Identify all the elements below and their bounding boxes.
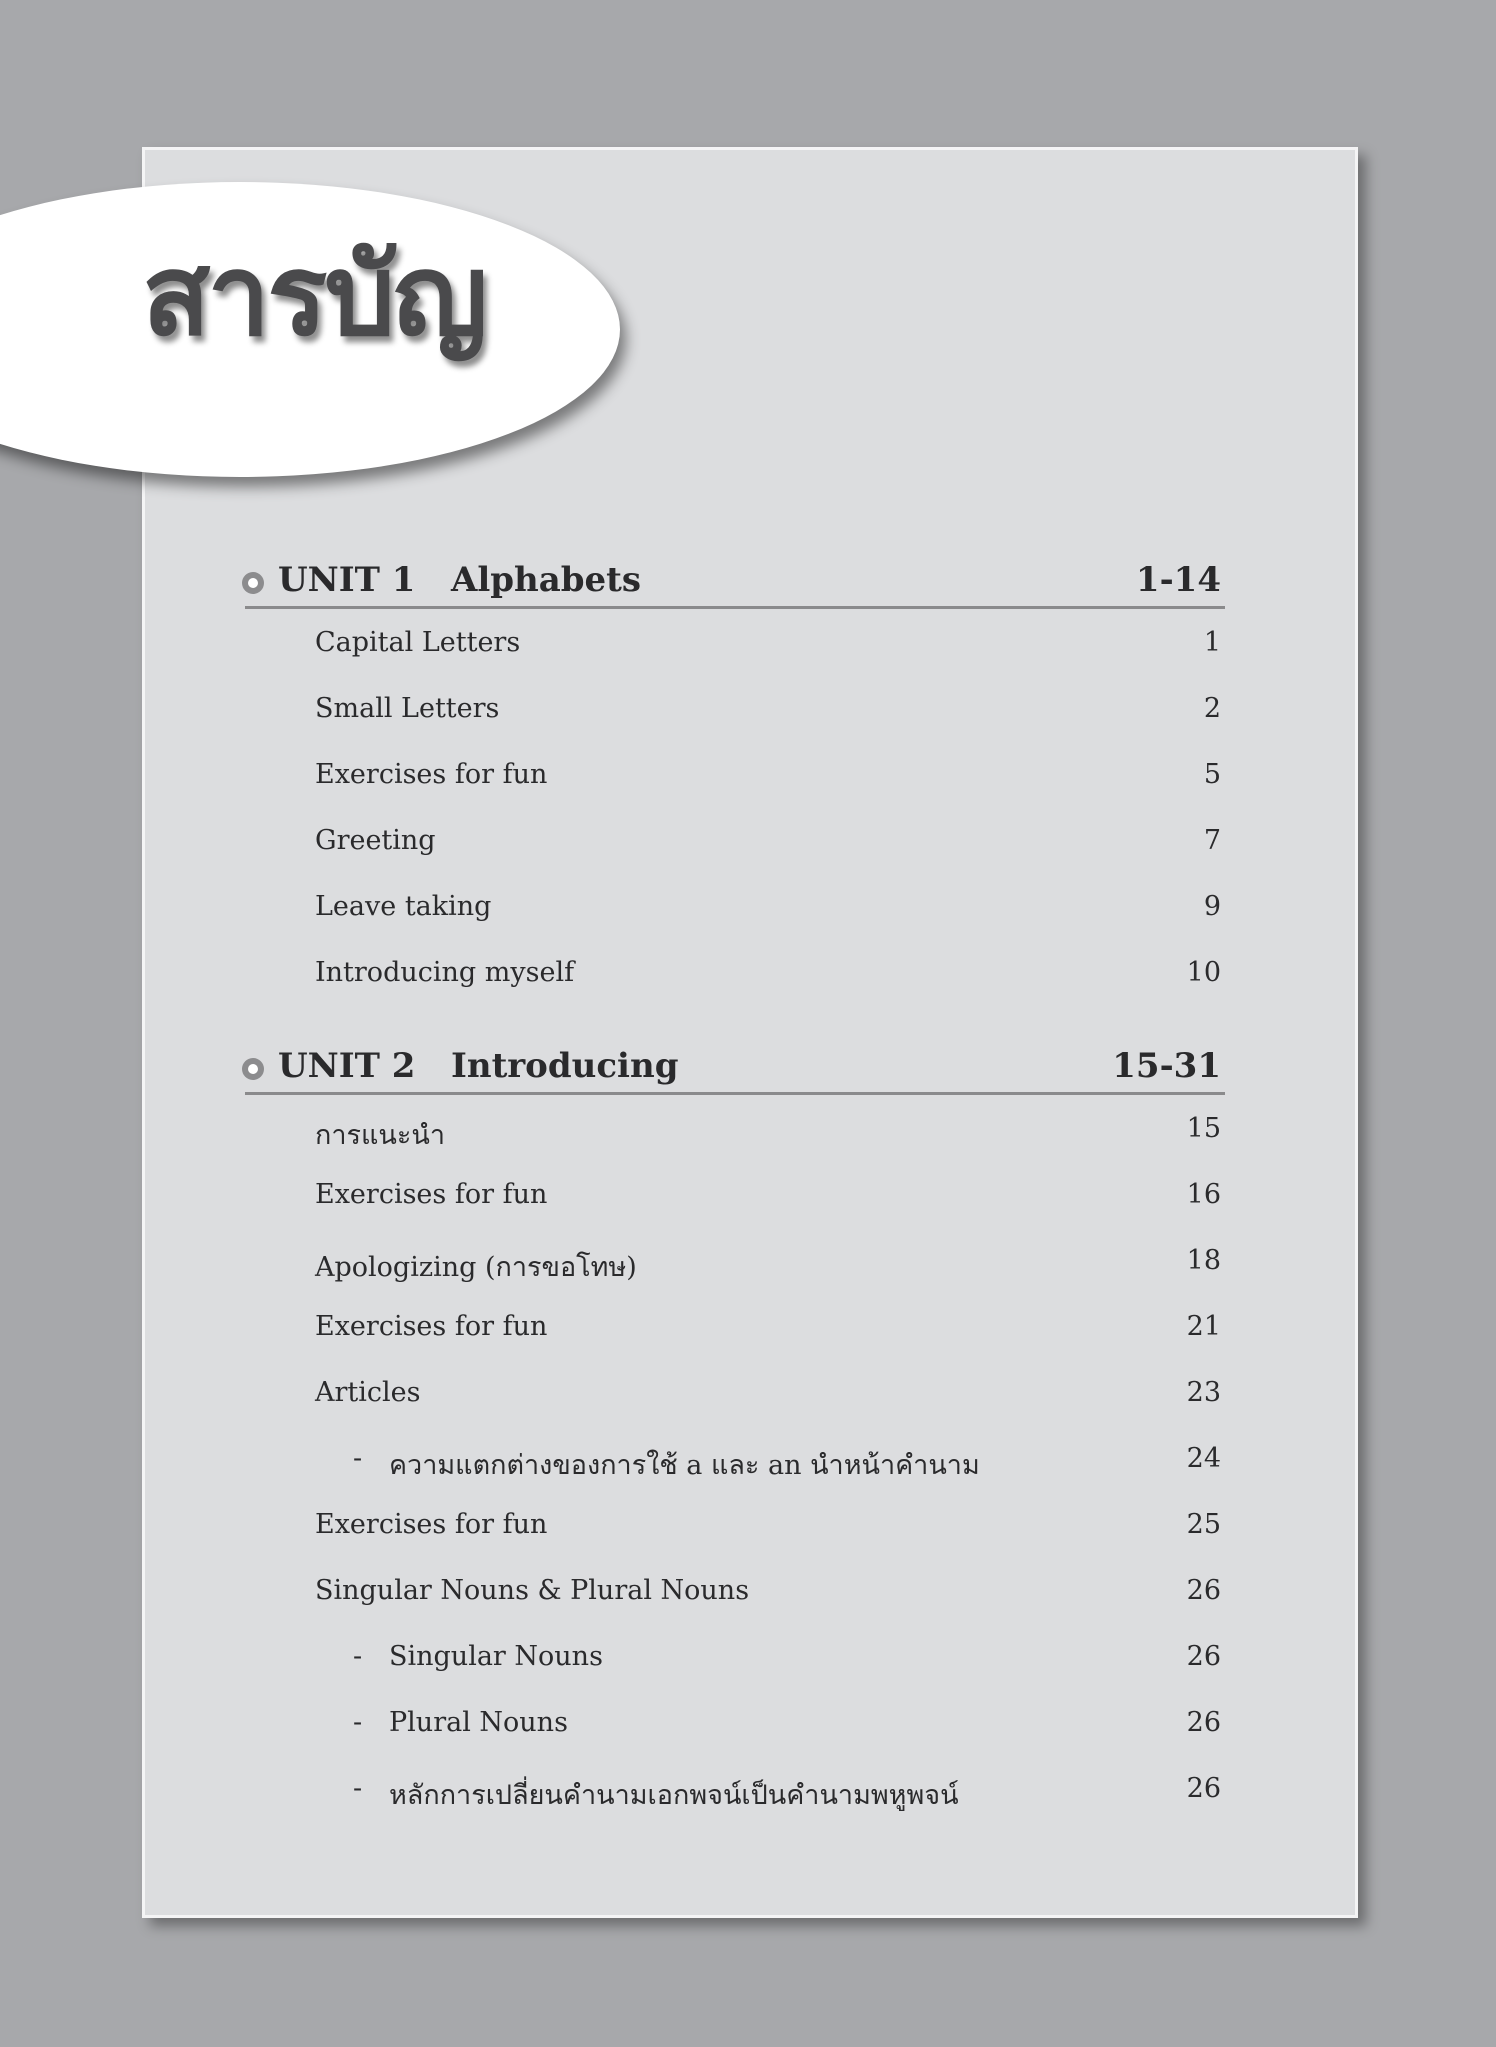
subentry-dash: - (353, 1443, 363, 1474)
toc-subentry[interactable] (245, 1755, 1225, 1821)
unit-title: UNIT 1 Alphabets (278, 560, 642, 600)
toc-entry[interactable] (245, 1359, 1225, 1425)
toc-entry-page: 18 (1186, 1245, 1221, 1276)
toc-entry-page: 5 (1203, 759, 1221, 790)
toc-subentry-text: Singular Nouns (389, 1641, 603, 1672)
toc-subentry-label (353, 1707, 568, 1738)
toc-subentry-label (353, 1773, 959, 1811)
toc-subentry-label (353, 1641, 603, 1672)
unit-entries (245, 1095, 1225, 1821)
unit-header (245, 1044, 1225, 1095)
toc-entry-page: 23 (1186, 1377, 1221, 1408)
bullet-icon (242, 1058, 264, 1080)
toc-entry-label: Exercises for fun (315, 1509, 548, 1540)
toc-entry-label: Capital Letters (315, 627, 521, 658)
toc-entry-page: 25 (1186, 1509, 1221, 1540)
toc-entry-label: Articles (315, 1377, 421, 1408)
toc-entry-label: Leave taking (315, 891, 492, 922)
toc-entry-label: Exercises for fun (315, 1311, 548, 1342)
toc-entry-label: Exercises for fun (315, 759, 548, 790)
unit-entries (245, 609, 1225, 1005)
unit-page-range: 15-31 (1112, 1046, 1221, 1086)
page-title: สารบัญ (142, 231, 485, 361)
toc-entry-page: 26 (1186, 1641, 1221, 1672)
toc-entry-page: 26 (1186, 1707, 1221, 1738)
toc-entry-label: Exercises for fun (315, 1179, 548, 1210)
toc-entry[interactable] (245, 741, 1225, 807)
toc-entry[interactable] (245, 1293, 1225, 1359)
toc-subentry-text: หลักการเปลี่ยนคำนามเอกพจน์เป็นคำนามพหูพจน์ (389, 1780, 959, 1811)
unit-page-range: 1-14 (1135, 560, 1221, 600)
toc-entry-page: 26 (1186, 1575, 1221, 1606)
toc-entry-page: 9 (1203, 891, 1221, 922)
toc-entry-page: 26 (1186, 1773, 1221, 1804)
toc-entry-page: 16 (1186, 1179, 1221, 1210)
toc-subentry[interactable] (245, 1689, 1225, 1755)
toc-subentry-text: Plural Nouns (389, 1707, 568, 1738)
unit-title: UNIT 2 Introducing (278, 1046, 679, 1086)
toc-entry-page: 24 (1186, 1443, 1221, 1474)
toc-entry-page: 7 (1203, 825, 1221, 856)
toc-entry-page: 21 (1186, 1311, 1221, 1342)
unit-2 (245, 1044, 1225, 1821)
toc-entry[interactable] (245, 1095, 1225, 1161)
toc-entry[interactable] (245, 1161, 1225, 1227)
toc-entry-page: 1 (1203, 627, 1221, 658)
toc-entry-label: Apologizing (การขอโทษ) (315, 1252, 637, 1283)
subentry-dash: - (353, 1773, 363, 1804)
bullet-icon (242, 572, 264, 594)
toc-entry[interactable] (245, 675, 1225, 741)
toc-entry-page: 10 (1186, 957, 1221, 988)
toc-entry[interactable] (245, 873, 1225, 939)
toc-subentry-label (353, 1443, 980, 1481)
toc-entry[interactable] (245, 609, 1225, 675)
toc-subentry[interactable] (245, 1425, 1225, 1491)
unit-1 (245, 558, 1225, 1005)
toc-entry-label: Introducing myself (315, 957, 575, 988)
toc-entry[interactable] (245, 1557, 1225, 1623)
toc-entry-label: Singular Nouns & Plural Nouns (315, 1575, 750, 1606)
toc-entry[interactable] (245, 939, 1225, 1005)
toc-subentry[interactable] (245, 1623, 1225, 1689)
toc-entry[interactable] (245, 1491, 1225, 1557)
toc-entry-label: Greeting (315, 825, 436, 856)
toc-entry[interactable] (245, 807, 1225, 873)
subentry-dash: - (353, 1641, 363, 1672)
toc-entry-page: 15 (1186, 1113, 1221, 1144)
toc-entry-page: 2 (1203, 693, 1221, 724)
toc-subentry-text: ความแตกต่างของการใช้ a และ an นำหน้าคำนาม (389, 1450, 980, 1481)
toc-entry[interactable] (245, 1227, 1225, 1293)
subentry-dash: - (353, 1707, 363, 1738)
toc-entry-label: การแนะนำ (315, 1120, 445, 1151)
unit-header (245, 558, 1225, 609)
toc-entry-label: Small Letters (315, 693, 500, 724)
